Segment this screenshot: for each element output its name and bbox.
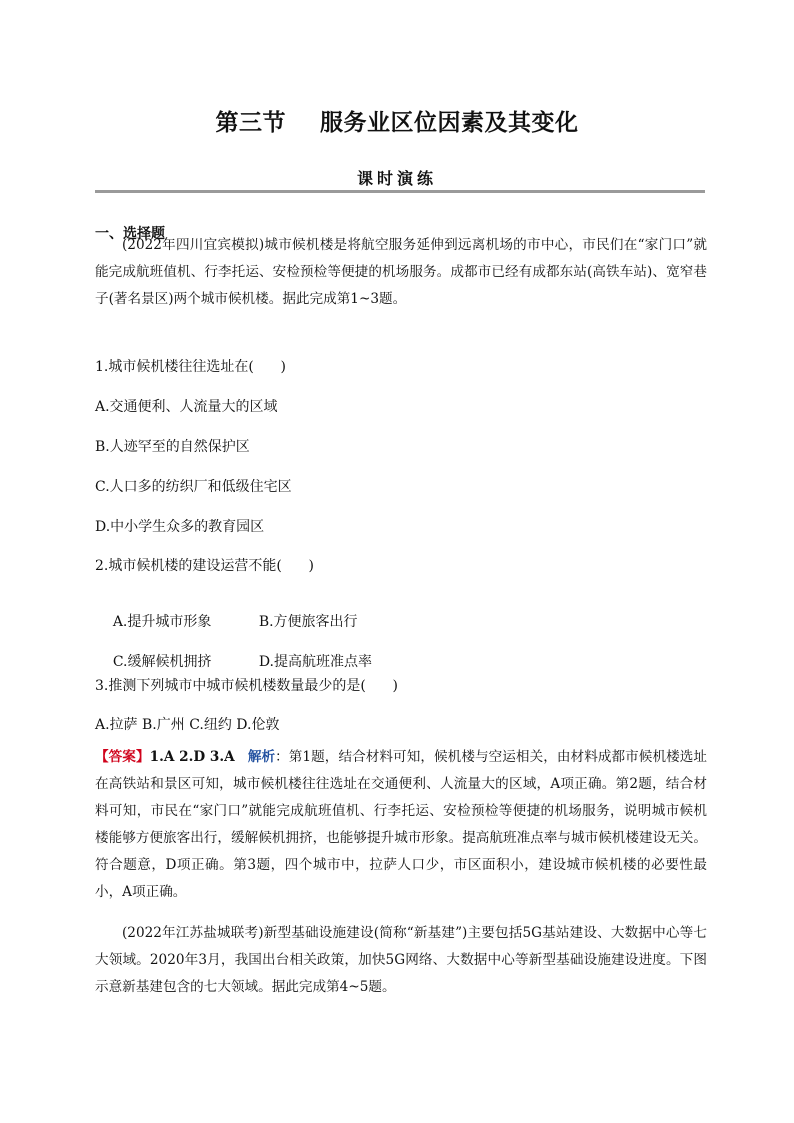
section-heading: 一、选择题	[95, 226, 165, 242]
question-2-stem: 2.城市候机楼的建设运营不能( )	[95, 558, 314, 574]
question-3-stem: 3.推测下列城市中城市候机楼数量最少的是( )	[95, 678, 398, 694]
question-1-option-a: A.交通便利、人流量大的区域	[95, 399, 278, 415]
page-title: 第三节 服务业区位因素及其变化	[215, 110, 579, 136]
question-1-option-d: D.中小学生众多的教育园区	[95, 519, 265, 535]
analysis-text: ：第1题，结合材料可知，候机楼与空运相关，由材料成都市候机楼选址在高铁站和景区可知，城市候机楼往往选址在交通便利、人流量大的区域，A项正确。第2题，结合材料可知，市民在“家门口”就能完成航班值机、行李托运、安检预检等便捷的机场服务，说明城市候机楼能够方便旅客出行，缓解候机拥挤，也能够提升城市形象。提高航班准点率与城市候机楼建设无关。符合题意，D项正确。第3题，四个城市中，拉萨人口少，市区面积小，建设城市候机楼的必要性最小，A项正确。	[95, 749, 708, 900]
analysis-label: 解析	[247, 749, 276, 765]
material-paragraph-2: (2022年江苏盐城联考)新型基础设施建设(简称“新基建”)主要包括5G基站建设、大数据中心等七大领域。2020年3月，我国出台相关政策，加快5G网络、大数据中心等新型基础设施建设进度。下图示意新基建包含的七大领域。据此完成第4~5题。	[95, 925, 707, 995]
answer-keys: 1.A 2.D 3.A	[149, 749, 235, 765]
answer-tag: 【答案】	[95, 749, 150, 765]
question-2-option-a: A.提升城市形象	[112, 614, 212, 630]
question-2-option-b: B.方便旅客出行	[258, 614, 358, 630]
question-2-option-c: C.缓解候机拥挤	[112, 654, 212, 670]
page-subtitle: 课时演练	[356, 169, 437, 188]
question-1-option-c: C.人口多的纺织厂和低级住宅区	[95, 479, 292, 495]
question-3-options: A.拉萨 B.广州 C.纽约 D.伦敦	[95, 717, 280, 733]
title-divider	[95, 190, 705, 193]
question-2-option-d: D.提高航班准点率	[258, 654, 372, 670]
material-paragraph-1: (2022年四川宜宾模拟)城市候机楼是将航空服务延伸到远离机场的市中心，市民们在“家门口”就能完成航班值机、行李托运、安检预检等便捷的机场服务。成都市已经有成都东站(高铁车站)、宽窄巷子(著名景区)两个城市候机楼。据此完成第1~3题。	[95, 237, 707, 307]
question-1-stem: 1.城市候机楼往往选址在( )	[95, 359, 286, 375]
question-1-option-b: B.人迹罕至的自然保护区	[95, 439, 250, 455]
answer-block	[95, 744, 707, 906]
